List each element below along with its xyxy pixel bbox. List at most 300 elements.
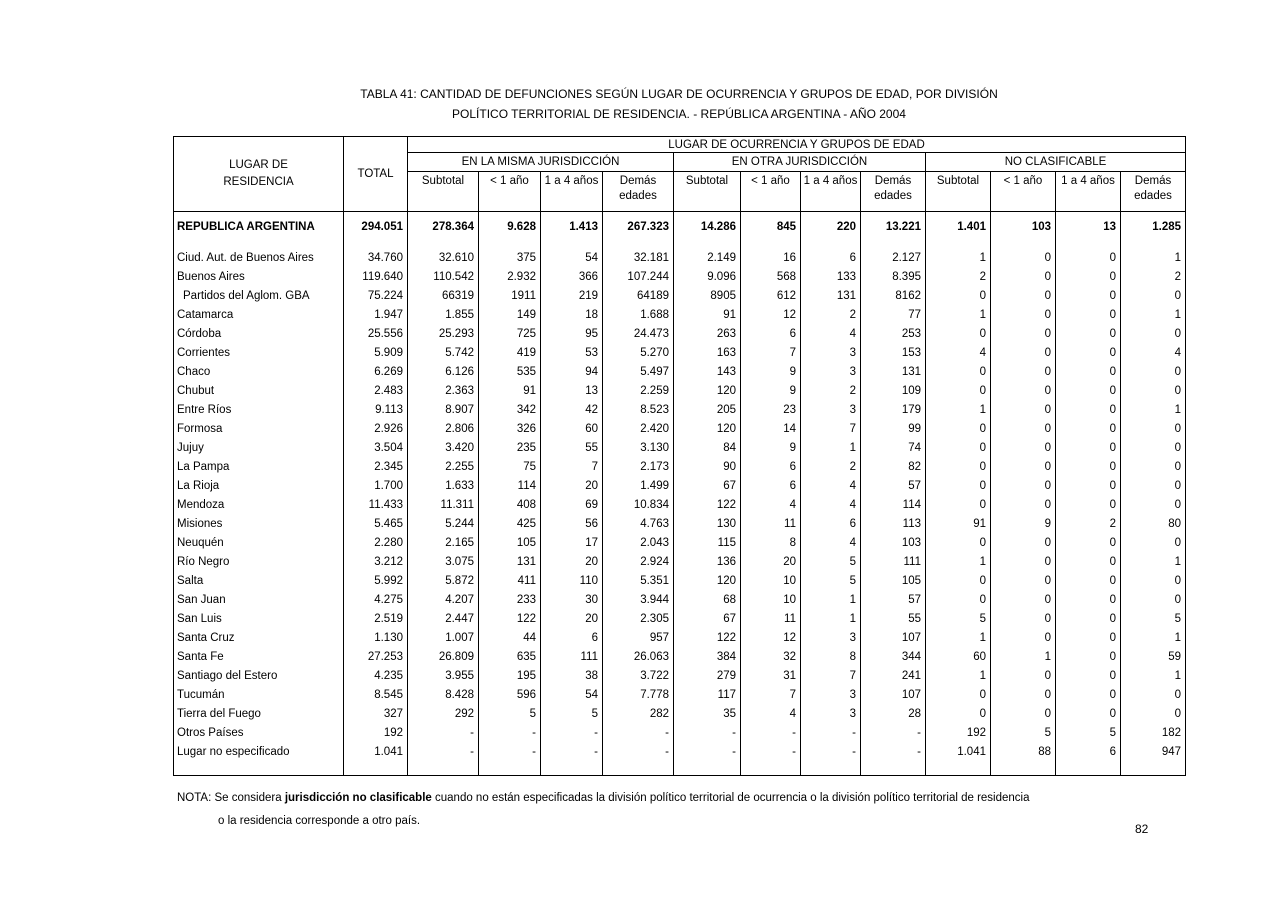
cell-value: 4 [801, 325, 861, 344]
cell-value: 8.545 [344, 686, 408, 705]
cell-value: 77 [861, 306, 926, 325]
row-label: Córdoba [174, 325, 344, 344]
cell-value: 30 [541, 591, 603, 610]
header-residence [174, 137, 344, 212]
header-1a4-2: 1 a 4 años [801, 172, 861, 212]
spacer-cell [741, 762, 801, 776]
cell-value: 1 [1121, 667, 1186, 686]
spacer-cell [603, 242, 674, 249]
cell-value: 56 [541, 515, 603, 534]
cell-value: 5 [1121, 610, 1186, 629]
cell-value: 55 [861, 610, 926, 629]
header-menor1-3: < 1 año [991, 172, 1056, 212]
table-row [174, 743, 1186, 762]
note-bold-term: jurisdicción no clasificable [284, 792, 432, 804]
cell-value: 0 [1056, 629, 1121, 648]
cell-value: 568 [741, 268, 801, 287]
cell-value: 0 [1056, 667, 1121, 686]
row-label: Santiago del Estero [174, 667, 344, 686]
table-row [174, 306, 1186, 325]
table-row [174, 553, 1186, 572]
cell-value: 130 [674, 515, 741, 534]
cell-value: - [603, 743, 674, 762]
cell-value: 0 [991, 686, 1056, 705]
spacer-cell [741, 242, 801, 249]
cell-value: 3.722 [603, 667, 674, 686]
cell-value: 3.504 [344, 439, 408, 458]
cell-value: 6 [801, 249, 861, 268]
header-subtotal-2: Subtotal [674, 172, 741, 212]
cell-value: 0 [991, 667, 1056, 686]
cell-value: 82 [861, 458, 926, 477]
cell-value: 0 [991, 705, 1056, 724]
cell-value: - [408, 724, 479, 743]
spacer-cell [174, 242, 344, 249]
spacer-cell [861, 762, 926, 776]
cell-value: 5 [801, 572, 861, 591]
cell-value: 0 [1056, 344, 1121, 363]
cell-value: 845 [741, 212, 801, 242]
row-label: Santa Cruz [174, 629, 344, 648]
header-menor1-1: < 1 año [479, 172, 541, 212]
cell-value: 2.483 [344, 382, 408, 401]
cell-value: 0 [1121, 325, 1186, 344]
cell-value: 75.224 [344, 287, 408, 306]
row-label: Entre Ríos [174, 401, 344, 420]
cell-value: 109 [861, 382, 926, 401]
spacer-cell [801, 242, 861, 249]
cell-value: 32.610 [408, 249, 479, 268]
cell-value: 5 [479, 705, 541, 724]
table-row [174, 686, 1186, 705]
cell-value: 9 [741, 363, 801, 382]
cell-value: 2.149 [674, 249, 741, 268]
cell-value: 267.323 [603, 212, 674, 242]
cell-value: 0 [1056, 591, 1121, 610]
cell-value: 12 [741, 306, 801, 325]
table-row [174, 268, 1186, 287]
table-row [174, 496, 1186, 515]
cell-value: 88 [991, 743, 1056, 762]
cell-value: 241 [861, 667, 926, 686]
table-row [174, 591, 1186, 610]
cell-value: 117 [674, 686, 741, 705]
cell-value: 23 [741, 401, 801, 420]
cell-value: 2.806 [408, 420, 479, 439]
cell-value: 0 [1056, 553, 1121, 572]
cell-value: 11.311 [408, 496, 479, 515]
spacer-cell [1121, 242, 1186, 249]
spacer-cell [541, 762, 603, 776]
cell-value: 635 [479, 648, 541, 667]
cell-value: 99 [861, 420, 926, 439]
spacer-cell [344, 242, 408, 249]
table-row [174, 249, 1186, 268]
spacer-cell [674, 762, 741, 776]
cell-value: 0 [1056, 268, 1121, 287]
cell-value: 25.293 [408, 325, 479, 344]
cell-value: 54 [541, 249, 603, 268]
cell-value: 0 [1121, 686, 1186, 705]
cell-value: 384 [674, 648, 741, 667]
cell-value: 7 [741, 344, 801, 363]
cell-value: 4 [801, 477, 861, 496]
row-label: REPUBLICA ARGENTINA [174, 212, 344, 242]
cell-value: 26.063 [603, 648, 674, 667]
cell-value: 0 [1056, 572, 1121, 591]
cell-value: 1.401 [926, 212, 991, 242]
cell-value: 4 [926, 344, 991, 363]
cell-value: - [541, 724, 603, 743]
cell-value: 27.253 [344, 648, 408, 667]
cell-value: 4 [741, 705, 801, 724]
row-label: Formosa [174, 420, 344, 439]
cell-value: 6 [1056, 743, 1121, 762]
cell-value: 5 [991, 724, 1056, 743]
cell-value: 8 [741, 534, 801, 553]
table-row [174, 212, 1186, 242]
cell-value: - [479, 743, 541, 762]
cell-value: 105 [479, 534, 541, 553]
row-label: Tucumán [174, 686, 344, 705]
cell-value: 122 [674, 496, 741, 515]
cell-value: 1.285 [1121, 212, 1186, 242]
cell-value: 120 [674, 572, 741, 591]
cell-value: 2.173 [603, 458, 674, 477]
row-label: Jujuy [174, 439, 344, 458]
cell-value: 4.235 [344, 667, 408, 686]
cell-value: 2.043 [603, 534, 674, 553]
cell-value: 2.519 [344, 610, 408, 629]
cell-value: 114 [861, 496, 926, 515]
header-demas-3: Demás edades [1121, 172, 1186, 212]
table-row [174, 477, 1186, 496]
cell-value: 0 [1056, 496, 1121, 515]
table-title [173, 84, 1185, 124]
cell-value: 0 [1121, 496, 1186, 515]
cell-value: 0 [991, 629, 1056, 648]
cell-value: 26.809 [408, 648, 479, 667]
cell-value: 4.207 [408, 591, 479, 610]
page-number: 82 [1135, 822, 1149, 836]
cell-value: 408 [479, 496, 541, 515]
cell-value: 0 [1121, 382, 1186, 401]
cell-value: - [674, 724, 741, 743]
cell-value: 3 [801, 344, 861, 363]
cell-value: 1.688 [603, 306, 674, 325]
cell-value: 44 [479, 629, 541, 648]
cell-value: 0 [926, 686, 991, 705]
cell-value: 294.051 [344, 212, 408, 242]
cell-value: 1.855 [408, 306, 479, 325]
cell-value: 235 [479, 439, 541, 458]
cell-value: 9.628 [479, 212, 541, 242]
header-group-no-clasificable: NO CLASIFICABLE [926, 153, 1186, 172]
cell-value: 74 [861, 439, 926, 458]
cell-value: 75 [479, 458, 541, 477]
cell-value: 5 [926, 610, 991, 629]
cell-value: 2.305 [603, 610, 674, 629]
cell-value: 10.834 [603, 496, 674, 515]
cell-value: 0 [926, 496, 991, 515]
table-row [174, 667, 1186, 686]
cell-value: 535 [479, 363, 541, 382]
cell-value: 9 [991, 515, 1056, 534]
cell-value: 107 [861, 629, 926, 648]
cell-value: 1.499 [603, 477, 674, 496]
cell-value: 1 [1121, 629, 1186, 648]
cell-value: 263 [674, 325, 741, 344]
cell-value: - [541, 743, 603, 762]
cell-value: 2.280 [344, 534, 408, 553]
table-row [174, 705, 1186, 724]
cell-value: 3.955 [408, 667, 479, 686]
cell-value: 1.007 [408, 629, 479, 648]
cell-value: - [674, 743, 741, 762]
cell-value: 220 [801, 212, 861, 242]
cell-value: 9.113 [344, 401, 408, 420]
cell-value: 278.364 [408, 212, 479, 242]
cell-value: - [603, 724, 674, 743]
cell-value: 10 [741, 572, 801, 591]
note-prefix: NOTA: Se considera [177, 792, 285, 804]
cell-value: 31 [741, 667, 801, 686]
row-label: Corrientes [174, 344, 344, 363]
cell-value: 2 [1056, 515, 1121, 534]
cell-value: 0 [991, 420, 1056, 439]
cell-value: 2.924 [603, 553, 674, 572]
spacer-cell [926, 242, 991, 249]
spacer-cell [479, 762, 541, 776]
cell-value: 1 [801, 591, 861, 610]
row-label: Neuquén [174, 534, 344, 553]
cell-value: 55 [541, 439, 603, 458]
cell-value: 0 [991, 382, 1056, 401]
row-label: Otros Países [174, 724, 344, 743]
cell-value: 0 [1056, 534, 1121, 553]
cell-value: 192 [344, 724, 408, 743]
table-row [174, 439, 1186, 458]
cell-value: - [801, 724, 861, 743]
cell-value: 103 [991, 212, 1056, 242]
cell-value: 13.221 [861, 212, 926, 242]
header-1a4-1: 1 a 4 años [541, 172, 603, 212]
spacer-cell [174, 762, 344, 776]
cell-value: 0 [991, 496, 1056, 515]
cell-value: 94 [541, 363, 603, 382]
cell-value: 3 [801, 401, 861, 420]
spacer-cell [479, 242, 541, 249]
row-label: Tierra del Fuego [174, 705, 344, 724]
cell-value: 253 [861, 325, 926, 344]
cell-value: 0 [1121, 572, 1186, 591]
cell-value: 0 [991, 249, 1056, 268]
cell-value: 7 [801, 667, 861, 686]
cell-value: 1.413 [541, 212, 603, 242]
cell-value: 149 [479, 306, 541, 325]
cell-value: 3.420 [408, 439, 479, 458]
header-subtotal-1: Subtotal [408, 172, 479, 212]
cell-value: 54 [541, 686, 603, 705]
cell-value: 13 [1056, 212, 1121, 242]
spacer-cell [926, 762, 991, 776]
spacer-row [174, 242, 1186, 249]
row-label: Catamarca [174, 306, 344, 325]
cell-value: 4.275 [344, 591, 408, 610]
cell-value: 64189 [603, 287, 674, 306]
cell-value: 0 [991, 363, 1056, 382]
cell-value: 59 [1121, 648, 1186, 667]
cell-value: 0 [1056, 325, 1121, 344]
cell-value: 2.363 [408, 382, 479, 401]
cell-value: 4 [801, 534, 861, 553]
table-row [174, 610, 1186, 629]
cell-value: 9 [741, 382, 801, 401]
cell-value: 120 [674, 420, 741, 439]
note [177, 787, 1189, 833]
cell-value: 0 [991, 477, 1056, 496]
cell-value: 1.947 [344, 306, 408, 325]
cell-value: 0 [991, 534, 1056, 553]
cell-value: 24.473 [603, 325, 674, 344]
header-total: TOTAL [344, 137, 408, 212]
cell-value: - [408, 743, 479, 762]
cell-value: 3 [801, 705, 861, 724]
cell-value: 0 [991, 591, 1056, 610]
cell-value: 1 [1121, 249, 1186, 268]
spacer-cell [991, 762, 1056, 776]
header-residence-line2: RESIDENCIA [223, 176, 294, 188]
table-row [174, 401, 1186, 420]
cell-value: 110 [541, 572, 603, 591]
cell-value: 1 [1121, 553, 1186, 572]
note-line2: o la residencia corresponde a otro país. [218, 815, 421, 827]
cell-value: 57 [861, 591, 926, 610]
cell-value: 327 [344, 705, 408, 724]
spacer-cell [1056, 762, 1121, 776]
cell-value: 3 [801, 686, 861, 705]
cell-value: 2.420 [603, 420, 674, 439]
cell-value: 596 [479, 686, 541, 705]
header-1a4-3: 1 a 4 años [1056, 172, 1121, 212]
cell-value: 60 [541, 420, 603, 439]
table-title-line1: TABLA 41: CANTIDAD DE DEFUNCIONES SEGÚN LUGAR DE OCURRENCIA Y GRUPOS DE EDAD, POR DIVISIÓN [360, 87, 998, 101]
cell-value: 0 [926, 325, 991, 344]
row-label: Chubut [174, 382, 344, 401]
cell-value: 366 [541, 268, 603, 287]
cell-value: 18 [541, 306, 603, 325]
cell-value: 136 [674, 553, 741, 572]
spacer-cell [408, 762, 479, 776]
cell-value: 6 [801, 515, 861, 534]
cell-value: 8162 [861, 287, 926, 306]
spacer-cell [1056, 242, 1121, 249]
cell-value: 5.992 [344, 572, 408, 591]
header-residence-line1: LUGAR DE [229, 159, 288, 171]
cell-value: 2.259 [603, 382, 674, 401]
row-label: San Juan [174, 591, 344, 610]
cell-value: 8905 [674, 287, 741, 306]
defunciones-table [173, 136, 1186, 776]
cell-value: 20 [541, 477, 603, 496]
cell-value: 25.556 [344, 325, 408, 344]
cell-value: 179 [861, 401, 926, 420]
cell-value: 11 [741, 515, 801, 534]
cell-value: 131 [801, 287, 861, 306]
cell-value: 3 [801, 363, 861, 382]
cell-value: 28 [861, 705, 926, 724]
cell-value: 12 [741, 629, 801, 648]
cell-value: 344 [861, 648, 926, 667]
cell-value: 2 [926, 268, 991, 287]
cell-value: 4 [741, 496, 801, 515]
header-menor1-2: < 1 año [741, 172, 801, 212]
cell-value: 2.127 [861, 249, 926, 268]
cell-value: 4 [801, 496, 861, 515]
cell-value: 32.181 [603, 249, 674, 268]
cell-value: 0 [991, 344, 1056, 363]
cell-value: 0 [1056, 287, 1121, 306]
table-row [174, 382, 1186, 401]
row-label: La Pampa [174, 458, 344, 477]
cell-value: 0 [1121, 287, 1186, 306]
cell-value: 122 [479, 610, 541, 629]
cell-value: 1 [801, 439, 861, 458]
row-label: Santa Fe [174, 648, 344, 667]
cell-value: 60 [926, 648, 991, 667]
cell-value: 1 [991, 648, 1056, 667]
cell-value: - [741, 743, 801, 762]
cell-value: 131 [479, 553, 541, 572]
header-group-otra-jurisdiccion: EN OTRA JURISDICCIÓN [674, 153, 926, 172]
spacer-cell [344, 762, 408, 776]
cell-value: 7 [541, 458, 603, 477]
table-row [174, 629, 1186, 648]
cell-value: 0 [991, 325, 1056, 344]
cell-value: 0 [1056, 363, 1121, 382]
cell-value: 3.075 [408, 553, 479, 572]
cell-value: 0 [1056, 610, 1121, 629]
cell-value: 0 [1121, 534, 1186, 553]
cell-value: 7 [741, 686, 801, 705]
cell-value: 2.255 [408, 458, 479, 477]
cell-value: 0 [926, 705, 991, 724]
cell-value: 192 [926, 724, 991, 743]
row-label: Ciud. Aut. de Buenos Aires [174, 249, 344, 268]
cell-value: 1 [1121, 306, 1186, 325]
cell-value: 5.270 [603, 344, 674, 363]
cell-value: 69 [541, 496, 603, 515]
cell-value: 8.523 [603, 401, 674, 420]
cell-value: 0 [926, 363, 991, 382]
cell-value: 0 [1056, 420, 1121, 439]
cell-value: 91 [674, 306, 741, 325]
cell-value: 7 [801, 420, 861, 439]
cell-value: 66319 [408, 287, 479, 306]
cell-value: 1 [926, 629, 991, 648]
row-label: Salta [174, 572, 344, 591]
cell-value: 20 [541, 610, 603, 629]
cell-value: 0 [991, 306, 1056, 325]
cell-value: 1.041 [344, 743, 408, 762]
row-label: Río Negro [174, 553, 344, 572]
cell-value: 0 [991, 553, 1056, 572]
cell-value: - [861, 724, 926, 743]
cell-value: 7.778 [603, 686, 674, 705]
header-demas-1: Demás edades [603, 172, 674, 212]
cell-value: 5.909 [344, 344, 408, 363]
cell-value: - [479, 724, 541, 743]
